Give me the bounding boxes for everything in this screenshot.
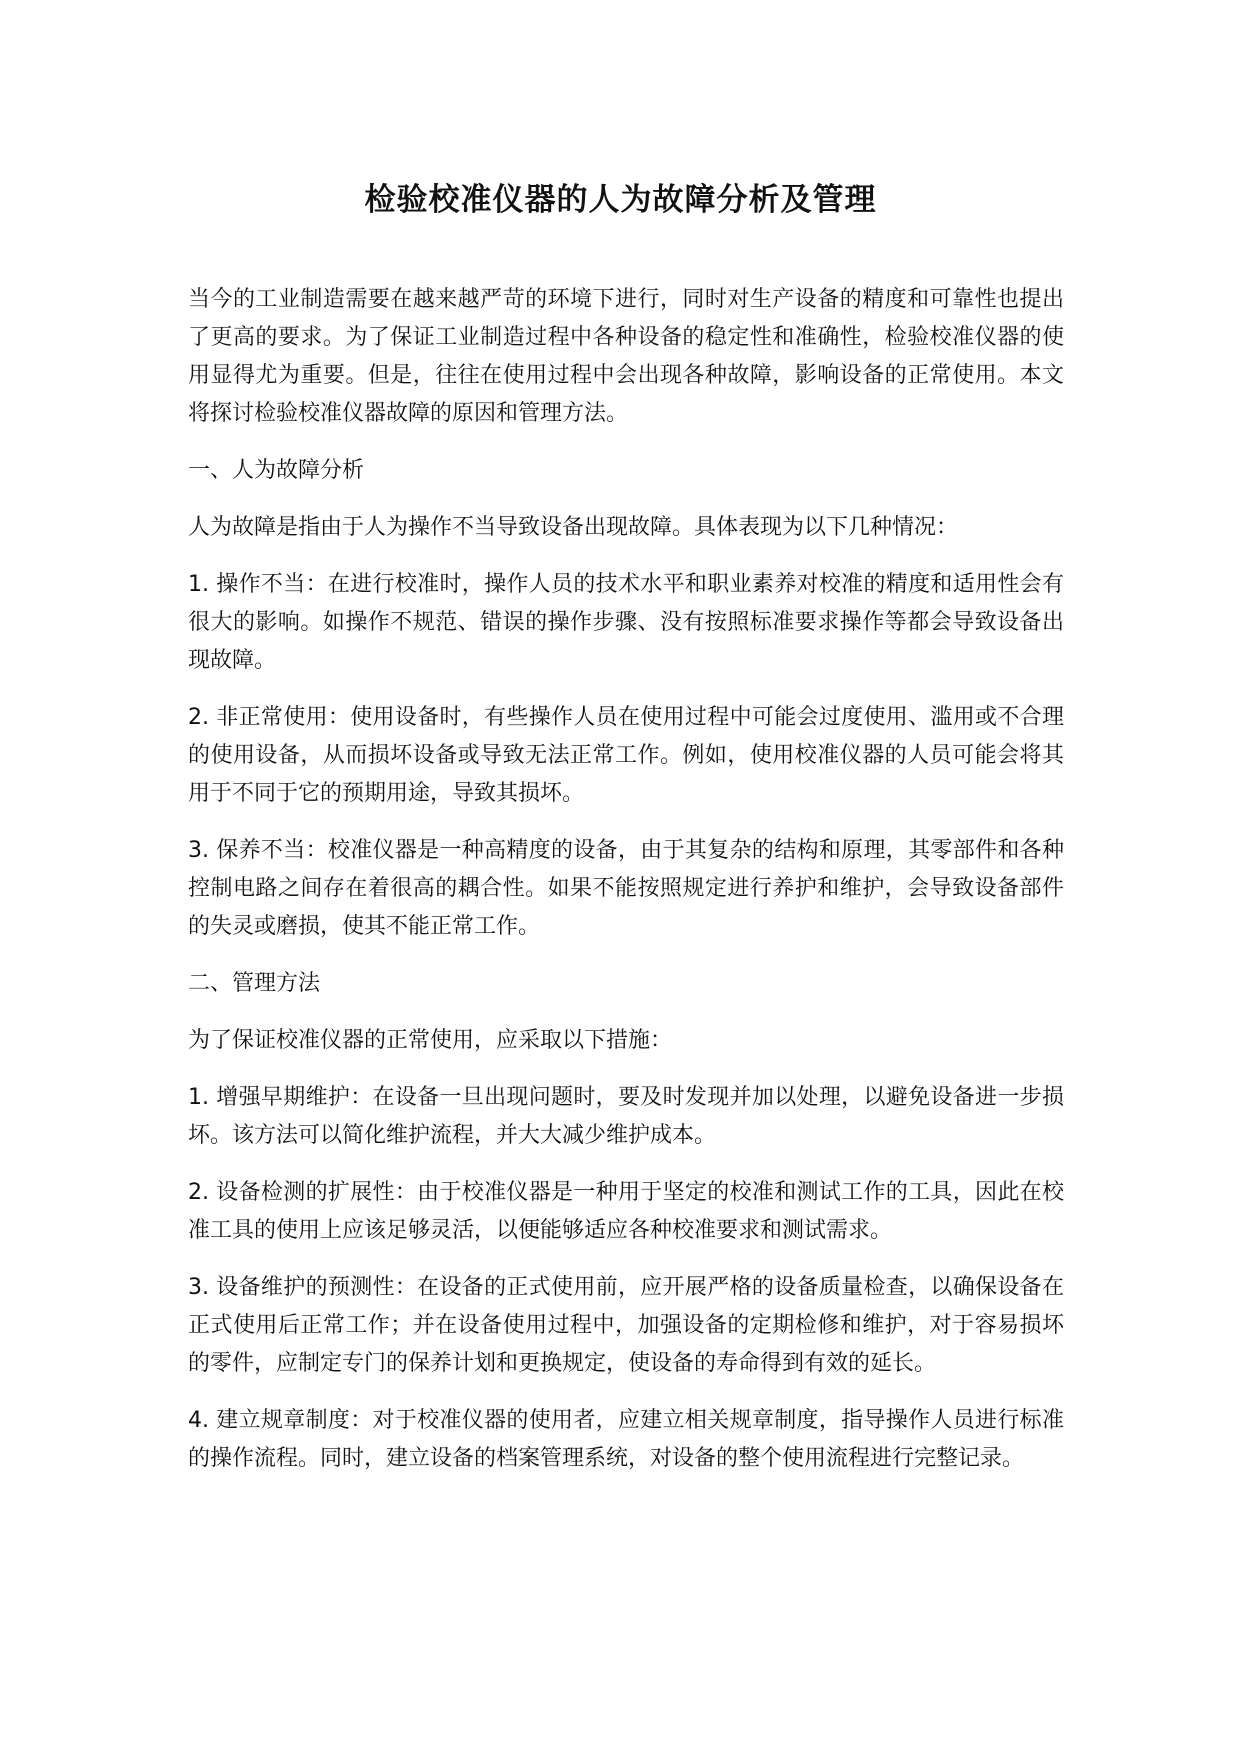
section2-item-1: 1. 增强早期维护：在设备一旦出现问题时，要及时发现并加以处理，以避免设备进一步损坏。该方法可以简化维护流程，并大大减少维护成本。 xyxy=(188,1085,1064,1148)
section1-item-2: 2. 非正常使用：使用设备时，有些操作人员在使用过程中可能会过度使用、滥用或不合理的使用设备，从而损坏设备或导致无法正常工作。例如，使用校准仪器的人员可能会将其用于不同于它的预期用途，导致其损坏。 xyxy=(188,705,1064,806)
section2-lead-paragraph: 为了保证校准仪器的正常使用，应采取以下措施： xyxy=(188,1028,673,1053)
section1-lead-paragraph: 人为故障是指由于人为操作不当导致设备出现故障。具体表现为以下几种情况： xyxy=(188,515,959,540)
intro-paragraph: 当今的工业制造需要在越来越严苛的环境下进行，同时对生产设备的精度和可靠性也提出了更高的要求。为了保证工业制造过程中各种设备的稳定性和准确性，检验校准仪器的使用显得尤为重要。但是，往往在使用过程中会出现各种故障，影响设备的正常使用。本文将探讨检验校准仪器故障的原因和管理方法。 xyxy=(188,287,1064,426)
section1-item-1: 1. 操作不当：在进行校准时，操作人员的技术水平和职业素养对校准的精度和适用性会有很大的影响。如操作不规范、错误的操作步骤、没有按照标准要求操作等都会导致设备出现故障。 xyxy=(188,572,1064,673)
section2-item-4: 4. 建立规章制度：对于校准仪器的使用者，应建立相关规章制度，指导操作人员进行标准的操作流程。同时，建立设备的档案管理系统，对设备的整个使用流程进行完整记录。 xyxy=(188,1408,1064,1471)
section-heading-human-fault-analysis: 一、人为故障分析 xyxy=(188,458,365,483)
section2-item-2: 2. 设备检测的扩展性：由于校准仪器是一种用于坚定的校准和测试工作的工具，因此在校准工具的使用上应该足够灵活，以便能够适应各种校准要求和测试需求。 xyxy=(188,1180,1064,1243)
document-title: 检验校准仪器的人为故障分析及管理 xyxy=(364,182,877,218)
section1-item-3: 3. 保养不当：校准仪器是一种高精度的设备，由于其复杂的结构和原理，其零部件和各种控制电路之间存在着很高的耦合性。如果不能按照规定进行养护和维护，会导致设备部件的失灵或磨损，使其不能正常工作。 xyxy=(188,838,1064,939)
document-body xyxy=(188,281,1064,1497)
section-heading-management-methods: 二、管理方法 xyxy=(188,971,321,996)
section2-item-3: 3. 设备维护的预测性：在设备的正式使用前，应开展严格的设备质量检查，以确保设备在正式使用后正常工作；并在设备使用过程中，加强设备的定期检修和维护，对于容易损坏的零件，应制定专门的保养计划和更换规定，使设备的寿命得到有效的延长。 xyxy=(188,1275,1064,1376)
